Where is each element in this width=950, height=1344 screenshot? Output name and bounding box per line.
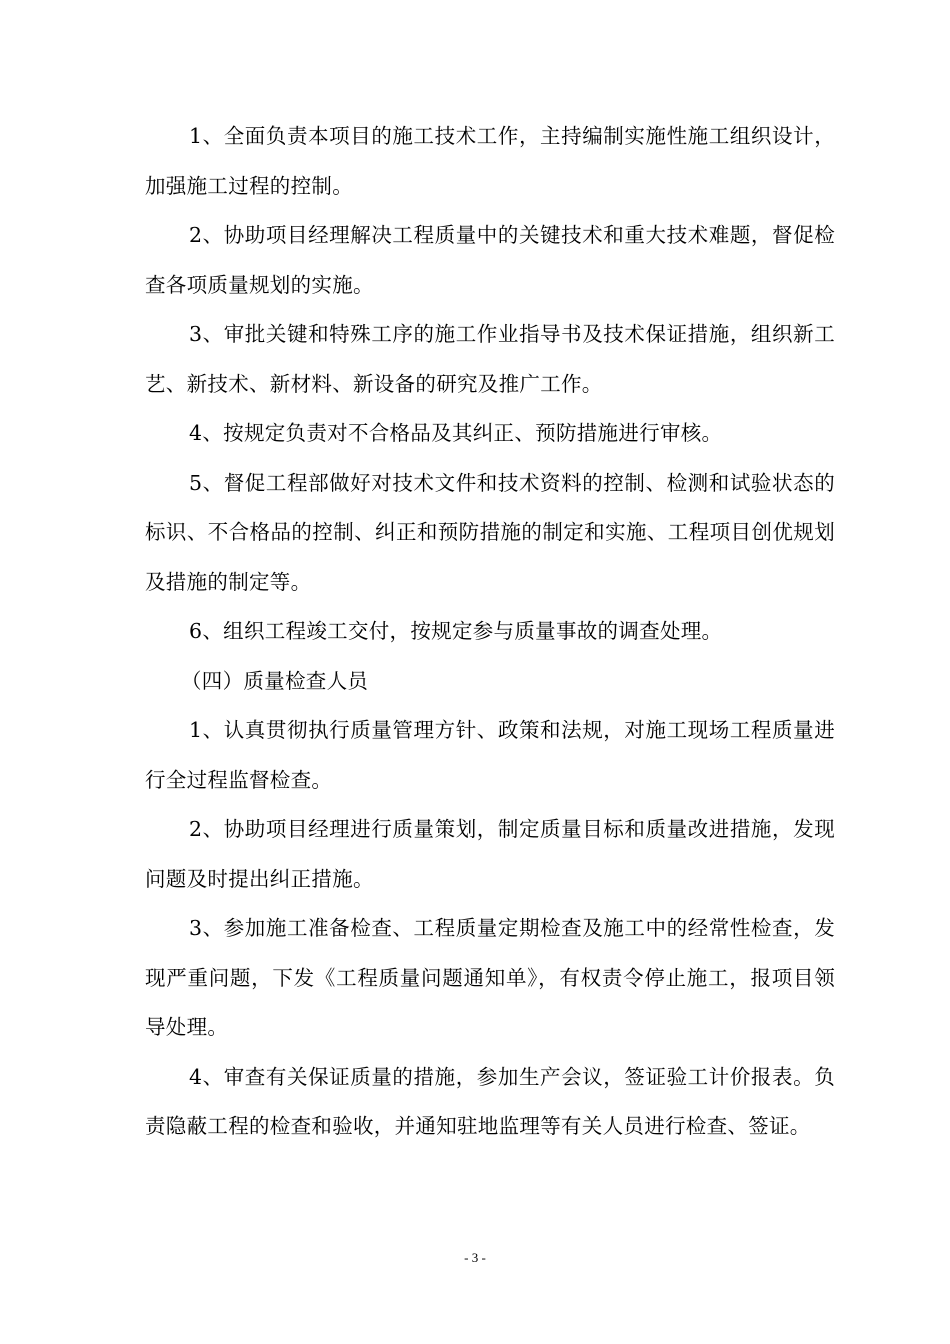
section-paragraph-2: 2、协助项目经理进行质量策划，制定质量目标和质量改进措施，发现问题及时提出纠正措施。: [145, 817, 835, 891]
section-heading: （四）质量检查人员: [181, 668, 369, 693]
paragraph-1: 1、全面负责本项目的施工技术工作，主持编制实施性施工组织设计，加强施工过程的控制。: [145, 124, 835, 198]
section-paragraph-1: 1、认真贯彻执行质量管理方针、政策和法规，对施工现场工程质量进行全过程监督检查。: [145, 718, 835, 792]
paragraph-4: 4、按规定负责对不合格品及其纠正、预防措施进行审核。: [189, 421, 723, 445]
paragraph-3: 3、审批关键和特殊工序的施工作业指导书及技术保证措施，组织新工艺、新技术、新材料、新设备的研究及推广工作。: [145, 322, 835, 396]
section-paragraph-4: 4、审查有关保证质量的措施，参加生产会议，签证验工计价报表。负责隐蔽工程的检查和验收，并通知驻地监理等有关人员进行检查、签证。: [145, 1064, 835, 1138]
paragraph-2: 2、协助项目经理解决工程质量中的关键技术和重大技术难题，督促检查各项质量规划的实施。: [145, 223, 835, 297]
section-paragraph-3: 3、参加施工准备检查、工程质量定期检查及施工中的经常性检查，发现严重问题，下发《工程质量问题通知单》，有权责令停止施工，报项目领导处理。: [145, 916, 835, 1039]
page-number: - 3 -: [464, 1250, 486, 1265]
document-body: [145, 112, 835, 1152]
paragraph-5: 5、督促工程部做好对技术文件和技术资料的控制、检测和试验状态的标识、不合格品的控制、纠正和预防措施的制定和实施、工程项目创优规划及措施的制定等。: [145, 470, 835, 594]
paragraph-6: 6、组织工程竣工交付，按规定参与质量事故的调查处理。: [189, 619, 723, 643]
